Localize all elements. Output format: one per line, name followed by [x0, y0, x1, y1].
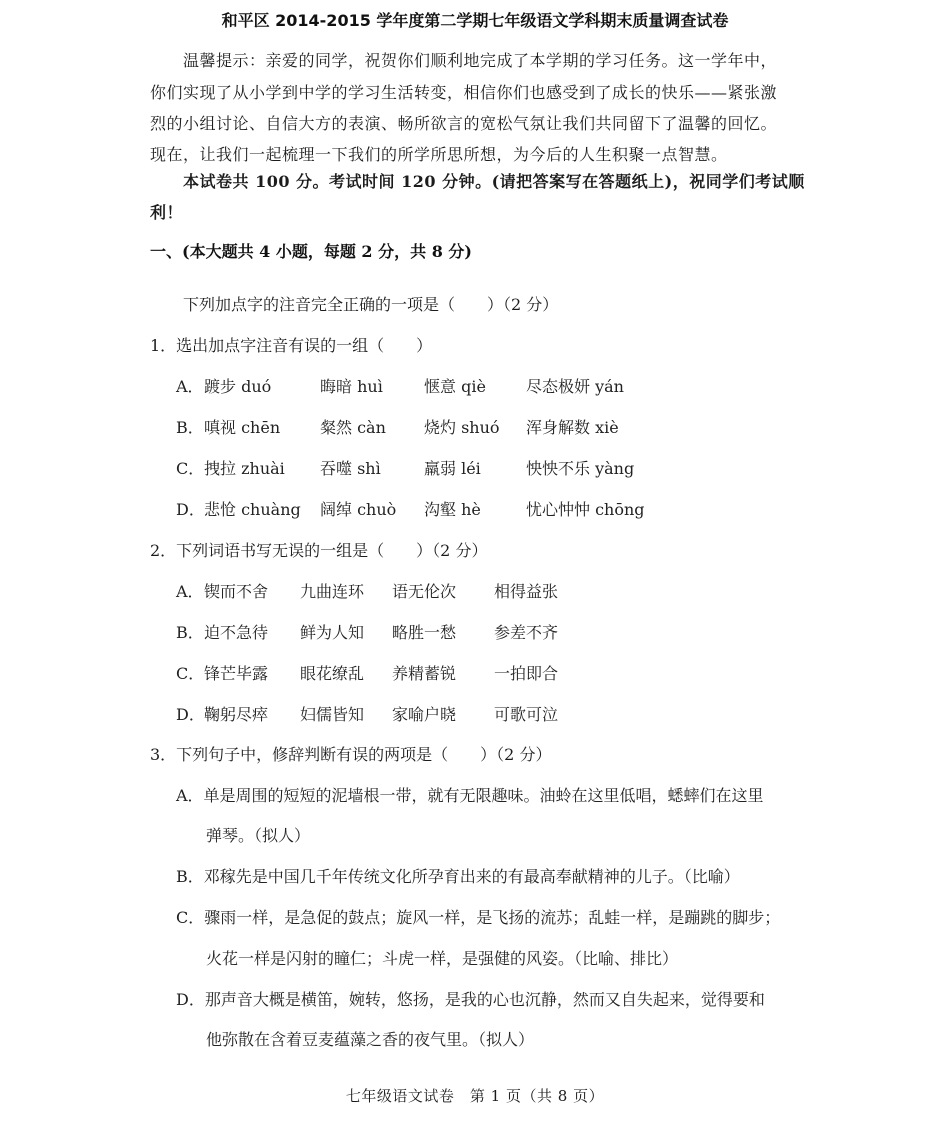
q3-option-d-line-2: 他弥散在含着豆麦蕴藻之香的夜气里。（拟人） [206, 1030, 535, 1049]
q1-option-item: 惬意 qiè [424, 377, 486, 396]
q2-option-item: 鲜为人知 [300, 623, 365, 642]
q2-option-d [176, 702, 559, 725]
q2-option-item: 家喻户晓 [392, 705, 457, 724]
q1-option-item: 粲然 càn [320, 418, 386, 437]
intro-line-6: 利！ [150, 203, 184, 222]
intro-line-1: 温馨提示：亲爱的同学，祝贺你们顺利地完成了本学期的学习任务。这一学年中， [183, 51, 778, 70]
q1-option-item: 沟壑 hè [424, 500, 481, 519]
q1-option-item: 烧灼 shuó [424, 418, 500, 437]
q2-option-item: 养精蓄锐 [392, 664, 457, 683]
q2-option-item: 一拍即合 [494, 664, 559, 683]
section-1-heading: 一、(本大题共 4 小题，每题 2 分，共 8 分) [150, 242, 472, 261]
q2-option-item: 眼花缭乱 [300, 664, 365, 683]
q2-stem: 2．下列词语书写无误的一组是（ ）（2 分） [150, 541, 488, 560]
q3-stem: 3．下列句子中，修辞判断有误的两项是（ ）（2 分） [150, 745, 552, 764]
q3-option-d-line-1: D．那声音大概是横笛，婉转，悠扬，是我的心也沉静，然而又自失起来，觉得要和 [176, 990, 765, 1009]
q1-option-c [176, 456, 635, 479]
q1-option-item: 吞噬 shì [320, 459, 381, 478]
q2-option-item: 相得益张 [494, 582, 559, 601]
page-footer: 七年级语文试卷 第 1 页（共 8 页） [345, 1087, 605, 1105]
q1-option-item: 拽拉 zhuài [204, 459, 285, 478]
q2-option-item: 锲而不舍 [204, 582, 269, 601]
intro-line-3: 烈的小组讨论、自信大方的表演、畅所欲言的宽松气氛让我们共同留下了温馨的回忆。 [150, 114, 778, 133]
q1-option-item: 晦暗 huì [320, 377, 383, 396]
q1-option-item: 阔绰 chuò [320, 500, 397, 519]
q2-option-item: 妇儒皆知 [300, 705, 365, 724]
q2-option-c [176, 661, 559, 684]
q1-option-label: D． [176, 500, 205, 519]
q2-option-label: D． [176, 705, 205, 724]
q1-option-label: B． [176, 418, 204, 437]
q2-option-item: 参差不齐 [494, 623, 559, 642]
q3-option-a-line-1: A．单是周围的短短的泥墙根一带，就有无限趣味。油蛉在这里低唱，蟋蟀们在这里 [176, 786, 764, 805]
q1-option-item: 怏怏不乐 yàng [526, 459, 635, 478]
q2-option-item: 九曲连环 [300, 582, 365, 601]
q2-option-a [176, 579, 559, 602]
exam-title: 和平区 2014-2015 学年度第二学期七年级语文学科期末质量调查试卷 [221, 11, 729, 30]
q1-option-d [176, 497, 645, 520]
q2-option-item: 语无伦次 [392, 582, 457, 601]
q1-option-item: 羸弱 léi [424, 459, 481, 478]
q1-option-item: 悲怆 chuàng [204, 500, 301, 519]
q1-option-item: 尽态极妍 yán [526, 377, 624, 396]
q3-option-c-line-1: C．骤雨一样，是急促的鼓点；旋风一样，是飞扬的流苏；乱蛙一样，是蹦跳的脚步； [176, 908, 781, 927]
q1-option-item: 踱步 duó [204, 377, 272, 396]
q2-option-label: C． [176, 664, 205, 683]
q1-option-label: C． [176, 459, 205, 478]
q1-option-b [176, 415, 619, 438]
q1-option-label: A． [176, 377, 204, 396]
q1-stem: 1．选出加点字注音有误的一组（ ） [150, 336, 433, 355]
q2-option-item: 略胜一愁 [392, 623, 457, 642]
q2-option-item: 迫不急待 [204, 623, 269, 642]
q2-option-item: 可歌可泣 [494, 705, 559, 724]
q2-option-item: 锋芒毕露 [204, 664, 269, 683]
q1-option-item: 浑身解数 xiè [526, 418, 619, 437]
intro-line-4: 现在，让我们一起梳理一下我们的所学所思所想，为今后的人生积聚一点智慧。 [150, 145, 728, 164]
q3-option-b: B．邓稼先是中国几千年传统文化所孕育出来的有最高奉献精神的儿子。（比喻） [176, 867, 740, 886]
q1-option-item: 忧心忡忡 chōng [526, 500, 645, 519]
q2-option-b [176, 620, 559, 643]
q2-option-label: B． [176, 623, 204, 642]
q3-option-a-line-2: 弹琴。（拟人） [206, 826, 311, 845]
q1-option-a [176, 374, 624, 397]
q2-option-label: A． [176, 582, 204, 601]
q3-option-c-line-2: 火花一样是闪射的瞳仁；斗虎一样，是强健的风姿。（比喻、排比） [206, 949, 679, 968]
section-1-subprompt: 下列加点字的注音完全正确的一项是（ ）（2 分） [183, 295, 559, 314]
q1-option-item: 嗔视 chēn [204, 418, 281, 437]
q2-option-item: 鞠躬尽瘁 [204, 705, 269, 724]
intro-line-5: 本试卷共 100 分。考试时间 120 分钟。(请把答案写在答题纸上)，祝同学们考试顺 [183, 172, 805, 191]
intro-line-2: 你们实现了从小学到中学的学习生活转变，相信你们也感受到了成长的快乐——紧张激 [150, 83, 778, 102]
